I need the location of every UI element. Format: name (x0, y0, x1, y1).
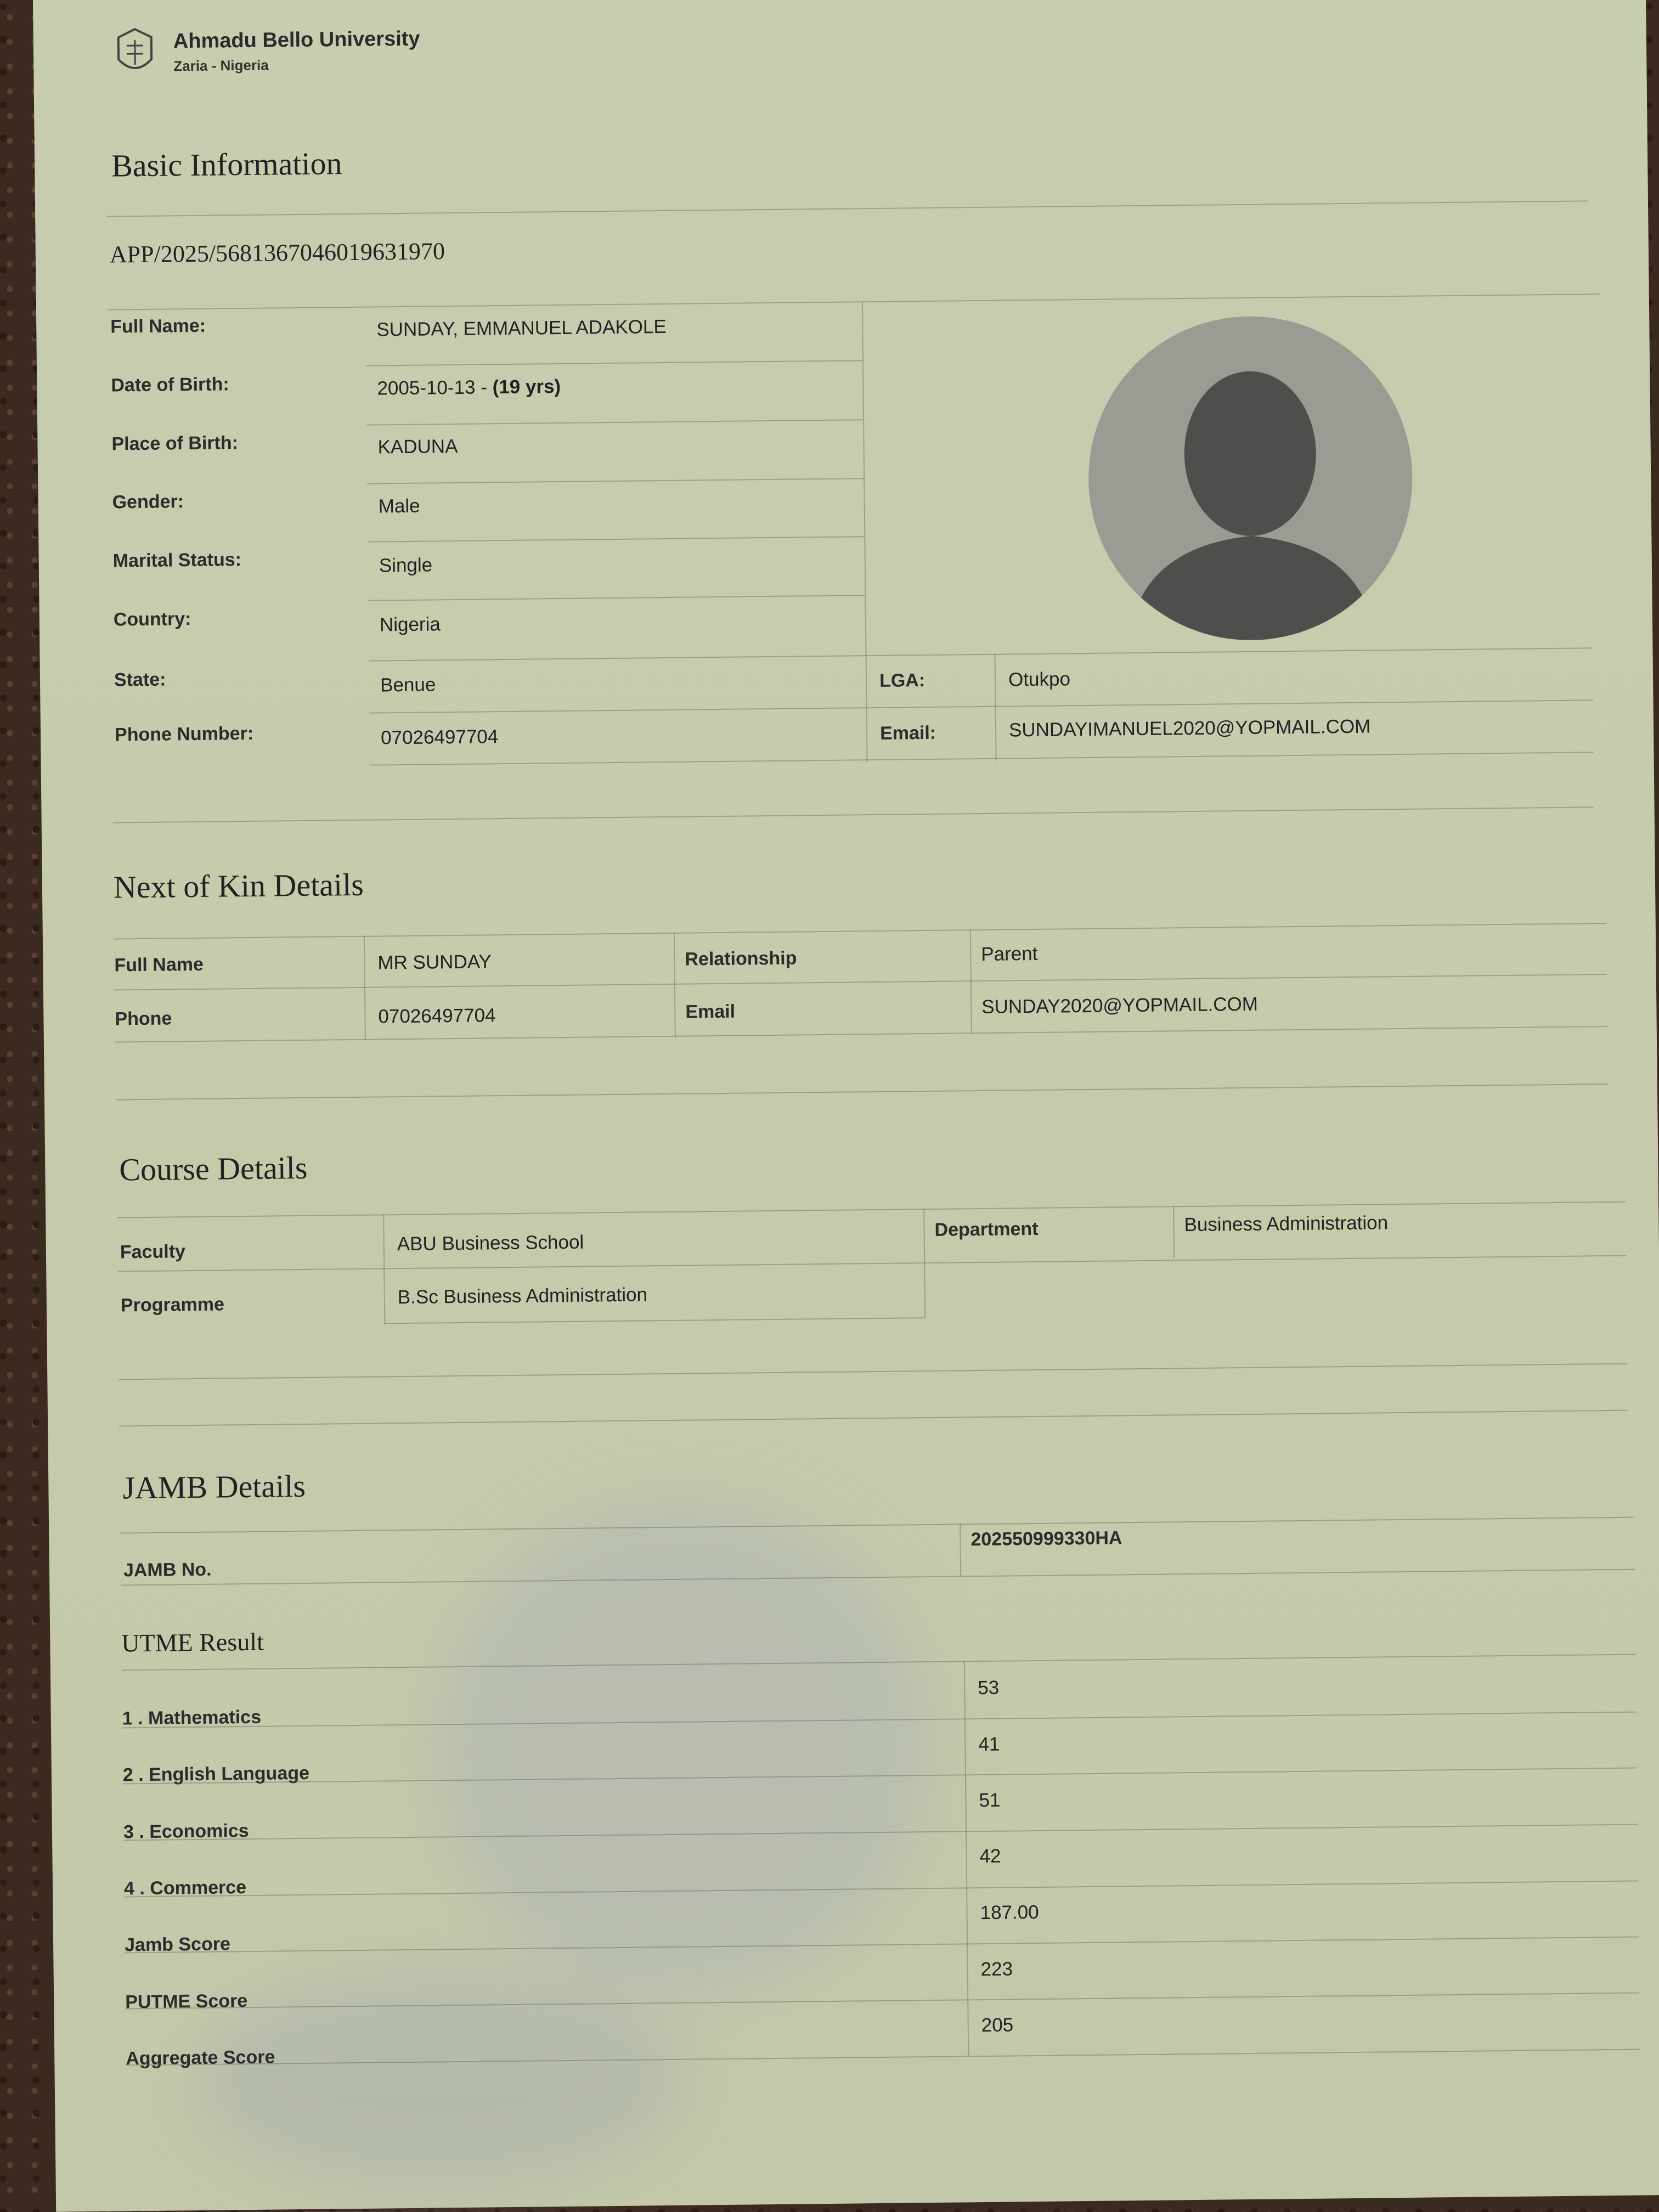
applicant-photo (1087, 315, 1414, 642)
faculty-label: Faculty (120, 1241, 186, 1263)
phone-label: Phone Number: (114, 723, 254, 746)
gender-label: Gender: (112, 491, 184, 513)
university-location: Zaria - Nigeria (173, 57, 269, 74)
jamb-score-value: 187.00 (980, 1901, 1039, 1924)
utme-row-value: 53 (978, 1677, 1000, 1699)
jamb-details-title: JAMB Details (122, 1468, 306, 1506)
utme-row-value: 41 (978, 1733, 1000, 1756)
utme-row-value: 51 (979, 1789, 1001, 1812)
aggregate-score-label: Aggregate Score (126, 2046, 275, 2069)
utme-row-label: 4 . Commerce (123, 1877, 247, 1899)
kin-email-label: Email (685, 1001, 736, 1023)
marital-status-label: Marital Status: (112, 549, 242, 572)
full-name-value: SUNDAY, EMMANUEL ADAKOLE (376, 315, 667, 341)
gender-value: Male (378, 495, 420, 517)
dob-value: 2005-10-13 - (19 yrs) (377, 375, 561, 399)
dob-label: Date of Birth: (111, 374, 229, 396)
marital-status-value: Single (379, 554, 433, 577)
kin-phone-label: Phone (115, 1008, 172, 1030)
lga-value: Otukpo (1008, 668, 1071, 691)
document-header (113, 24, 421, 79)
university-crest-icon (113, 26, 157, 79)
department-label: Department (934, 1218, 1039, 1240)
next-of-kin-title: Next of Kin Details (113, 866, 364, 905)
department-value: Business Administration (1184, 1212, 1389, 1236)
putme-score-value: 223 (980, 1958, 1013, 1980)
country-label: Country: (113, 608, 191, 630)
utme-row-label: 3 . Economics (123, 1820, 249, 1843)
email-label: Email: (879, 722, 936, 744)
utme-row-value: 42 (979, 1845, 1001, 1867)
document-page (33, 0, 1659, 2212)
email-value: SUNDAYIMANUEL2020@YOPMAIL.COM (1008, 715, 1371, 741)
state-value: Benue (380, 674, 436, 696)
lga-label: LGA: (879, 670, 926, 691)
programme-value: B.Sc Business Administration (397, 1284, 648, 1308)
kin-full-name-value: MR SUNDAY (377, 951, 492, 974)
phone-value: 07026497704 (380, 726, 499, 749)
kin-relationship-label: Relationship (685, 947, 797, 970)
putme-score-label: PUTME Score (125, 1990, 248, 2013)
faculty-value: ABU Business School (397, 1231, 584, 1255)
place-of-birth-label: Place of Birth: (111, 432, 239, 455)
avatar-placeholder-icon (1087, 315, 1414, 642)
kin-relationship-value: Parent (981, 943, 1038, 965)
state-label: State: (114, 669, 166, 691)
jamb-no-label: JAMB No. (123, 1559, 212, 1581)
jamb-no-value: 202550999330HA (970, 1527, 1122, 1550)
course-details-title: Course Details (119, 1149, 308, 1188)
programme-label: Programme (120, 1294, 225, 1316)
utme-row-label: 2 . English Language (122, 1762, 310, 1786)
jamb-score-label: Jamb Score (124, 1933, 231, 1956)
kin-full-name-label: Full Name (114, 953, 204, 976)
university-name: Ahmadu Bello University (173, 27, 420, 53)
kin-phone-value: 07026497704 (378, 1005, 496, 1028)
country-value: Nigeria (379, 613, 441, 636)
aggregate-score-value: 205 (981, 2014, 1014, 2036)
place-of-birth-value: KADUNA (377, 435, 458, 458)
utme-row-label: 1 . Mathematics (122, 1706, 262, 1729)
kin-email-value: SUNDAY2020@YOPMAIL.COM (981, 993, 1259, 1018)
application-number: APP/2025/5681367046019631970 (109, 238, 445, 268)
basic-info-title: Basic Information (111, 145, 342, 184)
utme-result-title: UTME Result (121, 1627, 264, 1657)
full-name-label: Full Name: (110, 315, 206, 337)
